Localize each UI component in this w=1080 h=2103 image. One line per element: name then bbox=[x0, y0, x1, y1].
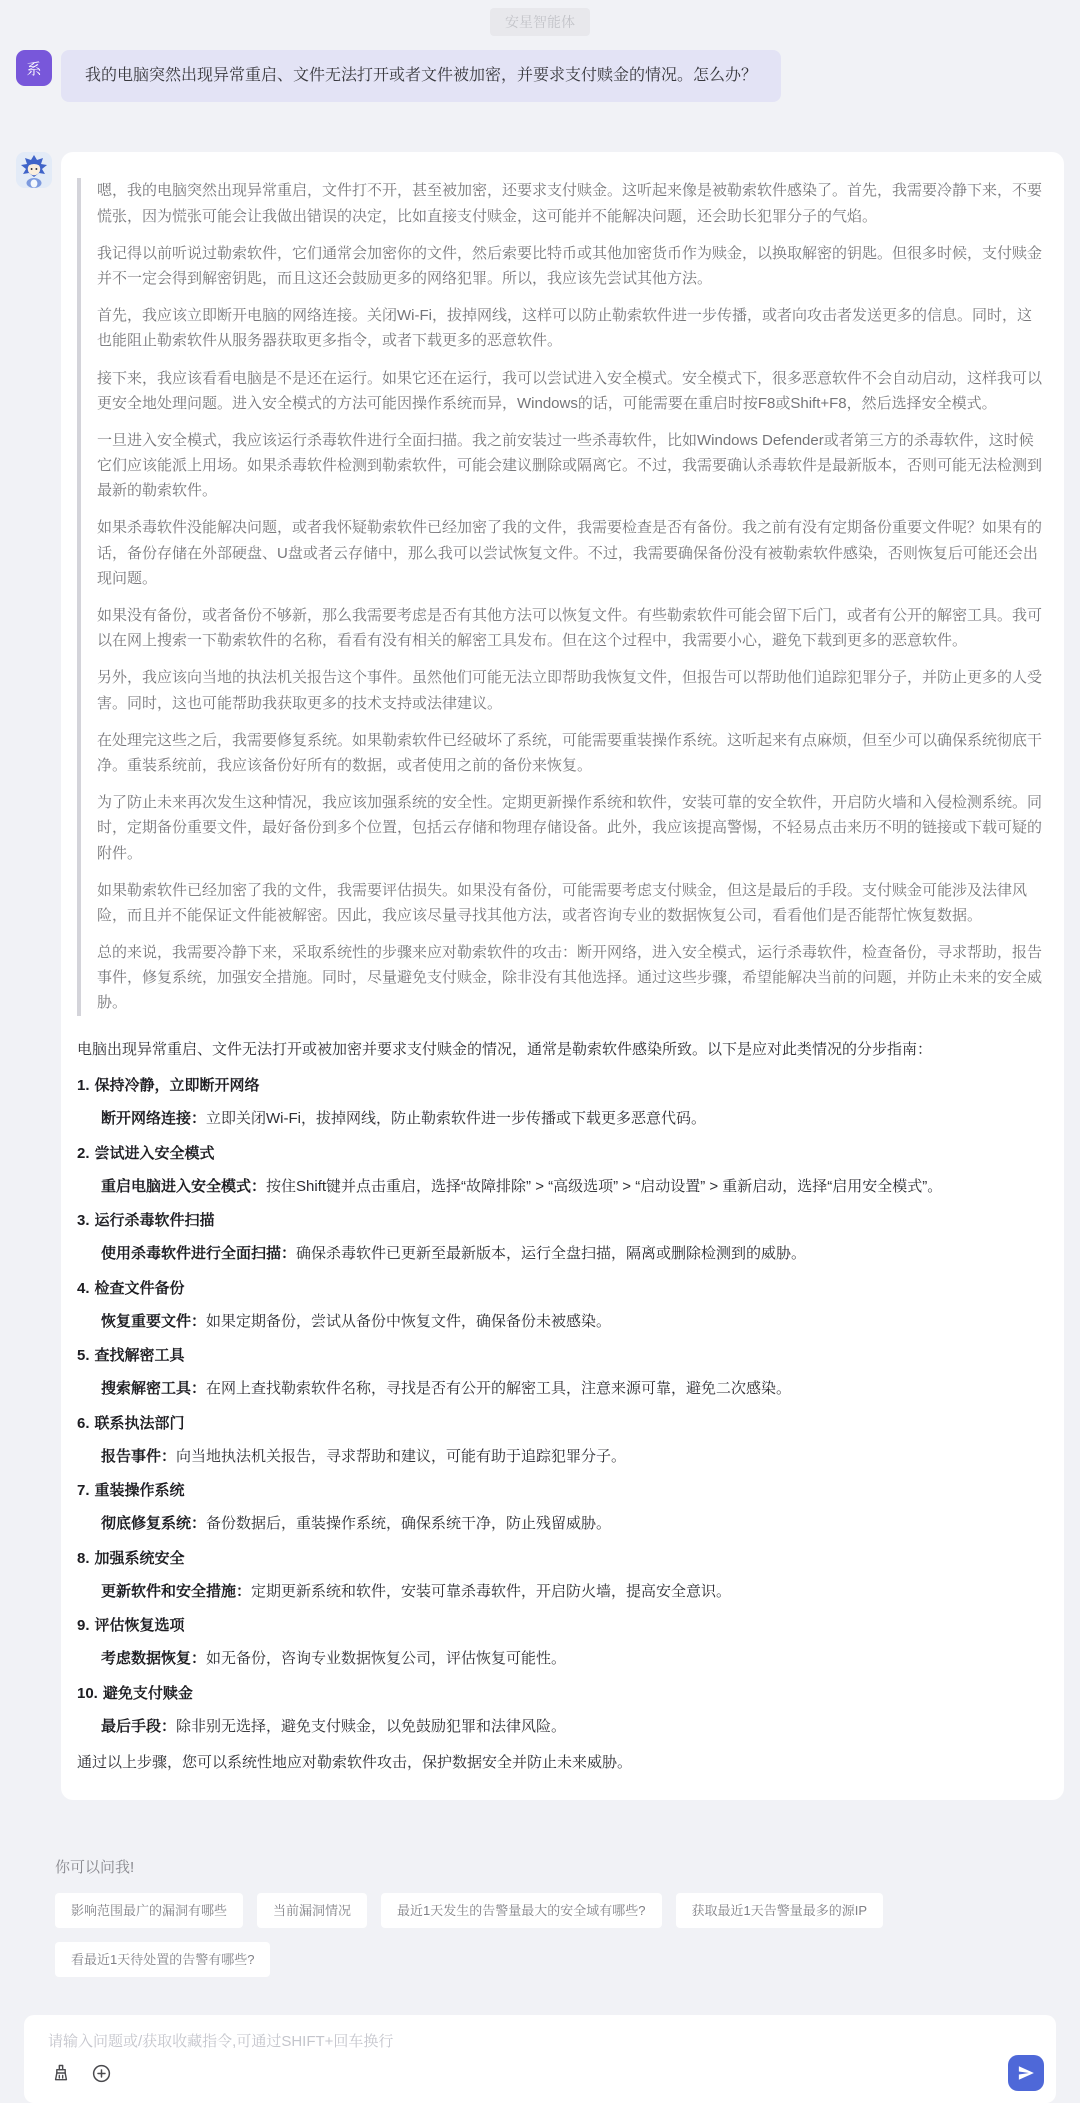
suggestion-chip[interactable]: 最近1天发生的告警量最大的安全域有哪些? bbox=[381, 1893, 661, 1928]
step-detail-text: 定期更新系统和软件，安装可靠杀毒软件，开启防火墙，提高安全意识。 bbox=[251, 1582, 732, 1600]
step-detail-label: 使用杀毒软件进行全面扫描： bbox=[101, 1245, 297, 1263]
answer-intro: 电脑出现异常重启、文件无法打开或被加密并要求支付赎金的情况，通常是勒索软件感染所致。以下是应对此类情况的分步指南： bbox=[77, 1040, 933, 1058]
step-title-text: 避免支付赎金 bbox=[102, 1684, 193, 1702]
step-number: 5. bbox=[77, 1347, 90, 1365]
suggestion-chip[interactable]: 当前漏洞情况 bbox=[257, 1893, 367, 1928]
step-title-text: 尝试进入安全模式 bbox=[94, 1144, 215, 1162]
step-number: 4. bbox=[77, 1279, 90, 1297]
step-detail-label: 重启电脑进入安全模式： bbox=[101, 1177, 267, 1195]
step-number: 10. bbox=[77, 1684, 98, 1702]
step-detail-label: 报告事件： bbox=[101, 1447, 177, 1465]
step-number: 6. bbox=[77, 1414, 90, 1432]
step-detail-text: 备份数据后，重装操作系统，确保系统干净，防止残留威胁。 bbox=[206, 1515, 612, 1533]
thinking-paragraph: 如果没有备份，或者备份不够新，那么我需要考虑是否有其他方法可以恢复文件。有些勒索软件可能会留下后门，或者有公开的解密工具。我可以在网上搜索一下勒索软件的名称，看看有没有相关的解密工具发布。但在这个过程中，我需要小心，避免下载到更多的恶意软件。 bbox=[97, 607, 1043, 650]
step-number: 7. bbox=[77, 1482, 90, 1500]
step-detail-label: 最后手段： bbox=[101, 1717, 177, 1735]
step-detail-label: 恢复重要文件： bbox=[101, 1312, 207, 1330]
thinking-block bbox=[77, 178, 1044, 1015]
step-number: 9. bbox=[77, 1617, 90, 1635]
suggestion-chip[interactable]: 看最近1天待处置的告警有哪些? bbox=[55, 1942, 270, 1977]
answer-step bbox=[77, 1479, 1044, 1537]
answer-step bbox=[77, 1412, 1044, 1470]
thinking-paragraph: 首先，我应该立即断开电脑的网络连接。关闭Wi-Fi，拔掉网线，这样可以防止勒索软件进一步传播，或者向攻击者发送更多的信息。同时，这也能阻止勒索软件从服务器获取更多指令，或者下载更多的恶意软件。 bbox=[97, 307, 1032, 350]
thinking-paragraph: 我记得以前听说过勒索软件，它们通常会加密你的文件，然后索要比特币或其他加密货币作为赎金，以换取解密的钥匙。但很多时候，支付赎金并不一定会得到解密钥匙，而且这还会鼓励更多的网络犯罪。所以，我应该先尝试其他方法。 bbox=[97, 244, 1043, 287]
suggestions-section bbox=[55, 1856, 1080, 1977]
assistant-message-row bbox=[16, 152, 1064, 1800]
answer-step bbox=[77, 1074, 1044, 1132]
user-avatar: 系 bbox=[16, 50, 52, 86]
answer-step bbox=[77, 1277, 1044, 1335]
assistant-avatar bbox=[16, 152, 52, 188]
step-title-text: 保持冷静，立即断开网络 bbox=[94, 1077, 260, 1095]
step-detail-text: 如果定期备份，尝试从备份中恢复文件，确保备份未被感染。 bbox=[206, 1312, 612, 1330]
step-title-text: 检查文件备份 bbox=[94, 1279, 185, 1297]
user-message: 我的电脑突然出现异常重启、文件无法打开或者文件被加密，并要求支付赎金的情况。怎么办？ bbox=[61, 50, 781, 102]
add-button[interactable] bbox=[90, 2062, 112, 2084]
suggestions-label: 你可以问我! bbox=[55, 1859, 135, 1877]
answer-step bbox=[77, 1344, 1044, 1402]
step-detail-label: 搜索解密工具： bbox=[101, 1380, 207, 1398]
step-number: 2. bbox=[77, 1144, 90, 1162]
step-title-text: 联系执法部门 bbox=[94, 1414, 185, 1432]
message-input[interactable] bbox=[24, 2015, 1056, 2050]
send-button[interactable] bbox=[1008, 2055, 1044, 2091]
step-detail-text: 在网上查找勒索软件名称，寻找是否有公开的解密工具，注意来源可靠，避免二次感染。 bbox=[206, 1380, 792, 1398]
step-title-text: 查找解密工具 bbox=[94, 1347, 185, 1365]
step-detail-label: 考虑数据恢复： bbox=[101, 1650, 207, 1668]
assistant-message-card bbox=[61, 152, 1064, 1800]
step-number: 8. bbox=[77, 1549, 90, 1567]
send-icon bbox=[1017, 2064, 1035, 2082]
composer bbox=[24, 2015, 1056, 2103]
answer-block bbox=[77, 1038, 1044, 1777]
step-detail-text: 除非别无选择，避免支付赎金，以免鼓励犯罪和法律风险。 bbox=[176, 1717, 567, 1735]
answer-step bbox=[77, 1614, 1044, 1672]
step-detail-text: 如无备份，咨询专业数据恢复公司，评估恢复可能性。 bbox=[206, 1650, 567, 1668]
step-detail-label: 断开网络连接： bbox=[101, 1110, 207, 1128]
step-detail-text: 立即关闭Wi-Fi，拔掉网线，防止勒索软件进一步传播或下载更多恶意代码。 bbox=[206, 1110, 706, 1128]
broom-icon bbox=[51, 2063, 71, 2083]
step-detail-label: 彻底修复系统： bbox=[101, 1515, 207, 1533]
thinking-paragraph: 嗯，我的电脑突然出现异常重启，文件打不开，甚至被加密，还要求支付赎金。这听起来像是被勒索软件感染了。首先，我需要冷静下来，不要慌张，因为慌张可能会让我做出错误的决定，比如直接支付赎金，这可能并不能解决问题，还会助长犯罪分子的气焰。 bbox=[97, 182, 1043, 225]
step-title-text: 加强系统安全 bbox=[94, 1549, 185, 1567]
thinking-paragraph: 为了防止未来再次发生这种情况，我应该加强系统的安全性。定期更新操作系统和软件，安装可靠的安全软件，开启防火墙和入侵检测系统。同时，定期备份重要文件，最好备份到多个位置，包括云存储和物理存储设备。此外，我应该提高警惕，不轻易点击来历不明的链接或下载可疑的附件。 bbox=[97, 794, 1043, 862]
step-number: 1. bbox=[77, 1077, 90, 1095]
thinking-paragraph: 在处理完这些之后，我需要修复系统。如果勒索软件已经破坏了系统，可能需要重装操作系统。这听起来有点麻烦，但至少可以确保系统彻底干净。重装系统前，我应该备份好所有的数据，或者使用之前的备份来恢复。 bbox=[97, 731, 1043, 774]
thinking-paragraph: 总的来说，我需要冷静下来，采取系统性的步骤来应对勒索软件的攻击：断开网络，进入安全模式，运行杀毒软件，检查备份，寻求帮助，报告事件，修复系统，加强安全措施。同时，尽量避免支付赎金，除非没有其他选择。通过这些步骤，希望能解决当前的问题，并防止未来的安全威胁。 bbox=[97, 944, 1043, 1012]
step-number: 3. bbox=[77, 1212, 90, 1230]
step-detail-label: 更新软件和安全措施： bbox=[101, 1582, 252, 1600]
clear-conversation-button[interactable] bbox=[50, 2062, 72, 2084]
step-title-text: 重装操作系统 bbox=[94, 1482, 185, 1500]
agent-badge: 安星智能体 bbox=[490, 8, 590, 36]
thinking-paragraph: 如果勒索软件已经加密了我的文件，我需要评估损失。如果没有备份，可能需要考虑支付赎金，但这是最后的手段。支付赎金可能涉及法律风险，而且并不能保证文件能被解密。因此，我应该尽量寻找其他方法，或者咨询专业的数据恢复公司，看看他们是否能帮忙恢复数据。 bbox=[97, 881, 1028, 924]
answer-step bbox=[77, 1547, 1044, 1605]
step-title-text: 评估恢复选项 bbox=[94, 1617, 185, 1635]
answer-step bbox=[77, 1209, 1044, 1267]
answer-step bbox=[77, 1142, 1044, 1200]
step-detail-text: 按住Shift键并点击重启，选择“故障排除” > “高级选项” > “启动设置” > 重新启动，选择“启用安全模式”。 bbox=[266, 1177, 943, 1195]
thinking-paragraph: 接下来，我应该看看电脑是不是还在运行。如果它还在运行，我可以尝试进入安全模式。安全模式下，很多恶意软件不会自动启动，这样我可以更安全地处理问题。进入安全模式的方法可能因操作系统而异，Windows的话，可能需要在重启时按F8或Shift+F8，然后选择安全模式。 bbox=[97, 369, 1043, 412]
step-detail-text: 向当地执法机关报告，寻求帮助和建议，可能有助于追踪犯罪分子。 bbox=[176, 1447, 627, 1465]
thinking-paragraph: 一旦进入安全模式，我应该运行杀毒软件进行全面扫描。我之前安装过一些杀毒软件，比如Windows Defender或者第三方的杀毒软件，这时候它们应该能派上用场。如果杀毒软件检测到勒索软件，可能会建议删除或隔离它。不过，我需要确认杀毒软件是最新版本，否则可能无法检测到最新的勒索软件。 bbox=[97, 431, 1043, 500]
step-detail-text: 确保杀毒软件已更新至最新版本，运行全盘扫描，隔离或删除检测到的威胁。 bbox=[296, 1245, 807, 1263]
thinking-paragraph: 另外，我应该向当地的执法机关报告这个事件。虽然他们可能无法立即帮助我恢复文件，但报告可以帮助他们追踪犯罪分子，并防止更多的人受害。同时，这也可能帮助我获取更多的技术支持或法律建议。 bbox=[97, 669, 1043, 712]
suggestion-chip[interactable]: 获取最近1天告警量最多的源IP bbox=[676, 1893, 884, 1928]
answer-closing: 通过以上步骤，您可以系统性地应对勒索软件攻击，保护数据安全并防止未来威胁。 bbox=[77, 1754, 633, 1772]
step-title-text: 运行杀毒软件扫描 bbox=[94, 1212, 215, 1230]
user-message-row bbox=[16, 50, 1064, 102]
thinking-paragraph: 如果杀毒软件没能解决问题，或者我怀疑勒索软件已经加密了我的文件，我需要检查是否有备份。我之前有没有定期备份重要文件呢？如果有的话，备份存储在外部硬盘、U盘或者云存储中，那么我可以尝试恢复文件。不过，我需要确保备份没有被勒索软件感染，否则恢复后可能还会出现问题。 bbox=[97, 519, 1043, 587]
mascot-icon bbox=[16, 152, 52, 188]
plus-circle-icon bbox=[91, 2063, 112, 2084]
suggestion-chip[interactable]: 影响范围最广的漏洞有哪些 bbox=[55, 1893, 243, 1928]
answer-step bbox=[77, 1682, 1044, 1740]
